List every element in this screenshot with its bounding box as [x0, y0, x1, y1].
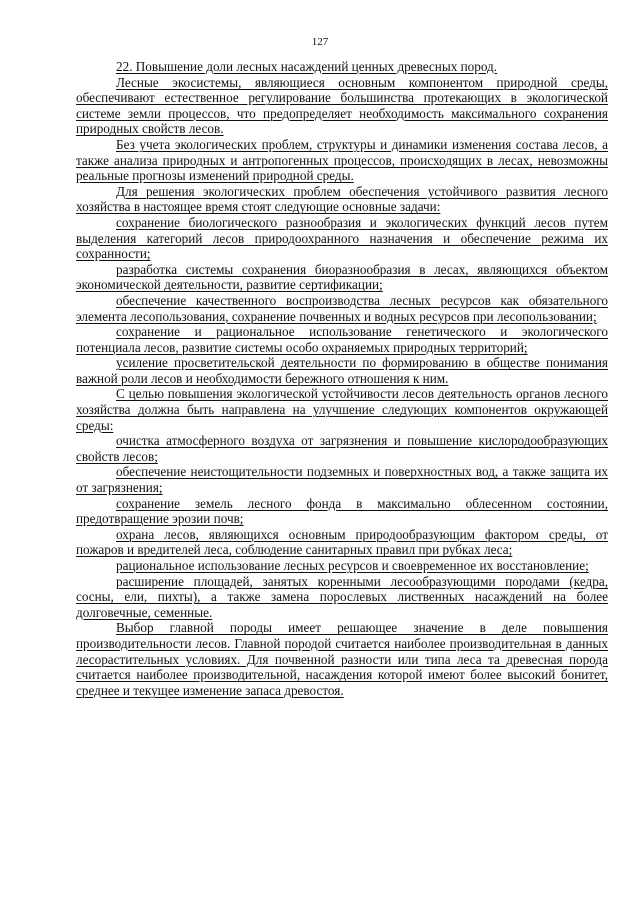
- document-body: [76, 59, 608, 698]
- paragraph: Лесные экосистемы, являющиеся основным компонентом природной среды, обеспечивают естественное регулирование большинства протекающих в экологической системе земли процессов, что предопределяет необходимость максимального сохранения природных свойств лесов.: [76, 74, 608, 137]
- paragraph: С целью повышения экологической устойчивости лесов деятельность органов лесного хозяйства должна быть направлена на улучшение следующих компонентов окружающей среды:: [76, 386, 608, 433]
- paragraph: Для решения экологических проблем обеспечения устойчивого развития лесного хозяйства в настоящее время стоят следующие основные задачи:: [76, 183, 608, 215]
- page-number: 127: [311, 36, 329, 48]
- section-heading: 22. Повышение доли лесных насаждений ценных древесных пород.: [116, 59, 498, 74]
- component-list-item: обеспечение неистощительности подземных и поверхностных вод, а также защита их от загрязнения;: [76, 464, 608, 496]
- component-list-item: сохранение земель лесного фонда в максимально облесенном состоянии, предотвращение эрозии почв;: [76, 495, 608, 527]
- task-list-item: обеспечение качественного воспроизводства лесных ресурсов как обязательного элемента лесопользования, сохранение почвенных и водных ресурсов при лесопользовании;: [76, 292, 608, 324]
- task-list-item: разработка системы сохранения биоразнообразия в лесах, являющихся объектом экономической деятельности, развитие сертификации;: [76, 261, 608, 293]
- component-list-item: охрана лесов, являющихся основным природообразующим фактором среды, от пожаров и вредителей леса, соблюдение санитарных правил при рубках леса;: [76, 526, 608, 558]
- component-list-item: расширение площадей, занятых коренными лесообразующими породами (кедра, сосны, ели, пихты), а также замена порослевых лиственных насаждений на более долговечные, семенные.: [76, 573, 608, 620]
- task-list-item: сохранение и рациональное использование генетического и экологического потенциала лесов, развитие системы особо охраняемых природных территорий;: [76, 324, 608, 355]
- component-list-item: очистка атмосферного воздуха от загрязнения и повышение кислородообразующих свойств лесов;: [76, 433, 608, 464]
- task-list-item: сохранение биологического разнообразия и экологических функций лесов путем выделения категорий лесов природоохранного назначения и обеспечение режима их сохранности;: [76, 214, 608, 262]
- paragraph: Без учета экологических проблем, структуры и динамики изменения состава лесов, а также анализа природных и антропогенных процессов, происходящих в лесах, невозможны реальные прогнозы изменений природной среды.: [76, 136, 608, 184]
- paragraph: Выбор главной породы имеет решающее значение в деле повышения производительности лесов. Главной породой считается наиболее производительная в данных лесорастительных условиях. Для почвенной разности или типа леса та древесная порода считается наиболее производительной, насаждения которой имеют более высокий бонитет, среднее и текущее изменение запаса древостоя.: [76, 620, 608, 698]
- task-list-item: усиление просветительской деятельности по формированию в обществе понимания важной роли лесов и необходимости бережного отношения к ним.: [76, 355, 608, 386]
- component-list-item: рациональное использование лесных ресурсов и своевременное их восстановление;: [116, 558, 589, 573]
